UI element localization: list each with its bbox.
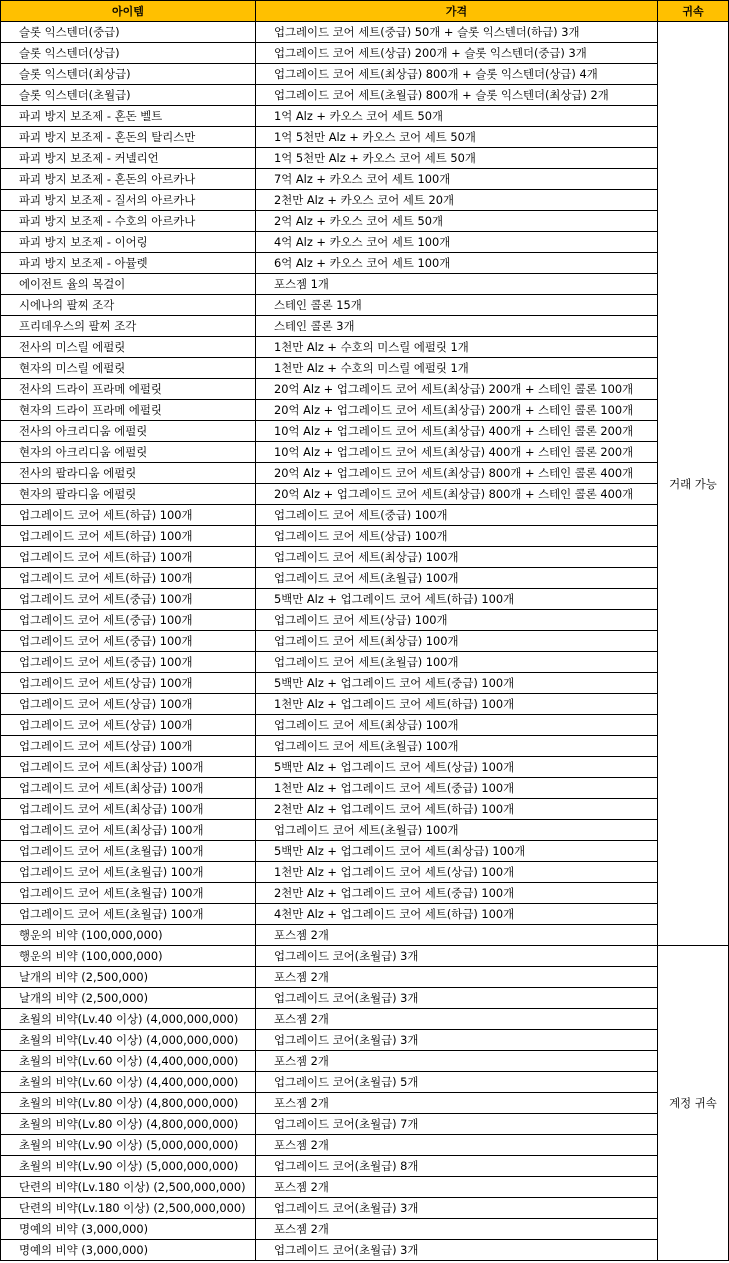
item-cell: 행운의 비약 (100,000,000) <box>1 946 256 967</box>
table-row <box>1 400 729 421</box>
price-cell: 4천만 Alz + 업그레이드 코어 세트(하급) 100개 <box>256 904 658 925</box>
item-cell: 프리데우스의 팔찌 조각 <box>1 316 256 337</box>
item-cell: 업그레이드 코어 세트(상급) 100개 <box>1 673 256 694</box>
price-cell: 1천만 Alz + 수호의 미스릴 에펄릿 1개 <box>256 358 658 379</box>
table-row <box>1 988 729 1009</box>
price-cell: 업그레이드 코어 세트(초월급) 100개 <box>256 820 658 841</box>
price-cell: 업그레이드 코어 세트(최상급) 100개 <box>256 547 658 568</box>
table-row <box>1 295 729 316</box>
table-row <box>1 715 729 736</box>
item-cell: 단련의 비약(Lv.180 이상) (2,500,000,000) <box>1 1198 256 1219</box>
table-row <box>1 1156 729 1177</box>
item-cell: 업그레이드 코어 세트(상급) 100개 <box>1 715 256 736</box>
item-cell: 전사의 미스릴 에펄릿 <box>1 337 256 358</box>
price-cell: 업그레이드 코어 세트(초월급) 800개 + 슬롯 익스텐더(최상급) 2개 <box>256 85 658 106</box>
table-row <box>1 22 729 43</box>
table-row <box>1 148 729 169</box>
table-row <box>1 190 729 211</box>
table-row <box>1 253 729 274</box>
table-row <box>1 358 729 379</box>
table-row <box>1 1177 729 1198</box>
table-row <box>1 946 729 967</box>
item-cell: 초월의 비약(Lv.80 이상) (4,800,000,000) <box>1 1114 256 1135</box>
item-cell: 업그레이드 코어 세트(초월급) 100개 <box>1 841 256 862</box>
header-item: 아이템 <box>1 1 256 22</box>
item-cell: 초월의 비약(Lv.60 이상) (4,400,000,000) <box>1 1072 256 1093</box>
table-header <box>1 1 729 22</box>
price-cell: 6억 Alz + 카오스 코어 세트 100개 <box>256 253 658 274</box>
table-row <box>1 484 729 505</box>
price-cell: 포스젬 2개 <box>256 925 658 946</box>
item-cell: 업그레이드 코어 세트(하급) 100개 <box>1 526 256 547</box>
table-row <box>1 232 729 253</box>
price-cell: 1억 5천만 Alz + 카오스 코어 세트 50개 <box>256 127 658 148</box>
item-cell: 현자의 미스릴 에펄릿 <box>1 358 256 379</box>
table-row <box>1 820 729 841</box>
item-cell: 업그레이드 코어 세트(중급) 100개 <box>1 589 256 610</box>
table-row <box>1 799 729 820</box>
item-cell: 업그레이드 코어 세트(최상급) 100개 <box>1 799 256 820</box>
table-row <box>1 631 729 652</box>
item-cell: 행운의 비약 (100,000,000) <box>1 925 256 946</box>
item-cell: 업그레이드 코어 세트(하급) 100개 <box>1 547 256 568</box>
table-row <box>1 1219 729 1240</box>
table-row <box>1 43 729 64</box>
price-cell: 업그레이드 코어 세트(상급) 100개 <box>256 526 658 547</box>
table-row <box>1 211 729 232</box>
item-cell: 전사의 드라이 프라메 에펄릿 <box>1 379 256 400</box>
price-cell: 4억 Alz + 카오스 코어 세트 100개 <box>256 232 658 253</box>
price-cell: 업그레이드 코어 세트(상급) 200개 + 슬롯 익스텐더(중급) 3개 <box>256 43 658 64</box>
price-cell: 포스젬 2개 <box>256 1177 658 1198</box>
header-binding: 귀속 <box>658 1 729 22</box>
item-cell: 파괴 방지 보조제 - 혼돈의 아르카나 <box>1 169 256 190</box>
price-cell: 포스젬 2개 <box>256 967 658 988</box>
price-cell: 20억 Alz + 업그레이드 코어 세트(최상급) 200개 + 스테인 콜론 100개 <box>256 379 658 400</box>
price-cell: 5백만 Alz + 업그레이드 코어 세트(중급) 100개 <box>256 673 658 694</box>
table-row <box>1 652 729 673</box>
item-cell: 업그레이드 코어 세트(중급) 100개 <box>1 652 256 673</box>
table-row <box>1 1198 729 1219</box>
item-cell: 업그레이드 코어 세트(상급) 100개 <box>1 736 256 757</box>
table-row <box>1 421 729 442</box>
price-cell: 1천만 Alz + 수호의 미스릴 에펄릿 1개 <box>256 337 658 358</box>
item-cell: 파괴 방지 보조제 - 혼돈의 탈리스만 <box>1 127 256 148</box>
item-cell: 파괴 방지 보조제 - 이어링 <box>1 232 256 253</box>
item-cell: 업그레이드 코어 세트(상급) 100개 <box>1 694 256 715</box>
item-cell: 초월의 비약(Lv.80 이상) (4,800,000,000) <box>1 1093 256 1114</box>
price-cell: 업그레이드 코어(초월급) 3개 <box>256 988 658 1009</box>
item-cell: 파괴 방지 보조제 - 아뮬렛 <box>1 253 256 274</box>
price-cell: 업그레이드 코어 세트(최상급) 100개 <box>256 715 658 736</box>
item-cell: 단련의 비약(Lv.180 이상) (2,500,000,000) <box>1 1177 256 1198</box>
table-row <box>1 778 729 799</box>
item-cell: 날개의 비약 (2,500,000) <box>1 967 256 988</box>
item-cell: 초월의 비약(Lv.40 이상) (4,000,000,000) <box>1 1009 256 1030</box>
table-row <box>1 505 729 526</box>
item-cell: 업그레이드 코어 세트(중급) 100개 <box>1 610 256 631</box>
table-row <box>1 274 729 295</box>
price-cell: 5백만 Alz + 업그레이드 코어 세트(상급) 100개 <box>256 757 658 778</box>
price-cell: 업그레이드 코어 세트(최상급) 800개 + 슬롯 익스텐더(상급) 4개 <box>256 64 658 85</box>
price-cell: 1천만 Alz + 업그레이드 코어 세트(중급) 100개 <box>256 778 658 799</box>
item-cell: 업그레이드 코어 세트(초월급) 100개 <box>1 883 256 904</box>
item-cell: 현자의 드라이 프라메 에펄릿 <box>1 400 256 421</box>
table-body <box>1 22 729 1261</box>
price-cell: 5백만 Alz + 업그레이드 코어 세트(최상급) 100개 <box>256 841 658 862</box>
price-cell: 1천만 Alz + 업그레이드 코어 세트(상급) 100개 <box>256 862 658 883</box>
table-row <box>1 925 729 946</box>
item-cell: 파괴 방지 보조제 - 혼돈 벨트 <box>1 106 256 127</box>
price-cell: 포스젬 2개 <box>256 1219 658 1240</box>
price-cell: 스테인 콜론 3개 <box>256 316 658 337</box>
table-row <box>1 379 729 400</box>
table-row <box>1 841 729 862</box>
table-row <box>1 442 729 463</box>
price-cell: 업그레이드 코어 세트(중급) 50개 + 슬롯 익스텐더(하급) 3개 <box>256 22 658 43</box>
table-row <box>1 883 729 904</box>
price-cell: 20억 Alz + 업그레이드 코어 세트(최상급) 800개 + 스테인 콜론 400개 <box>256 484 658 505</box>
item-cell: 에이전트 율의 목걸이 <box>1 274 256 295</box>
item-cell: 업그레이드 코어 세트(최상급) 100개 <box>1 820 256 841</box>
table-row <box>1 463 729 484</box>
table-row <box>1 757 729 778</box>
item-cell: 업그레이드 코어 세트(최상급) 100개 <box>1 778 256 799</box>
table-row <box>1 1009 729 1030</box>
binding-cell: 거래 가능 <box>658 22 729 946</box>
price-cell: 업그레이드 코어(초월급) 3개 <box>256 1240 658 1261</box>
table-row <box>1 106 729 127</box>
item-cell: 파괴 방지 보조제 - 커넬리언 <box>1 148 256 169</box>
table-row <box>1 1135 729 1156</box>
item-cell: 시에나의 팔찌 조각 <box>1 295 256 316</box>
table-row <box>1 526 729 547</box>
table-row <box>1 862 729 883</box>
table-row <box>1 1072 729 1093</box>
header-price: 가격 <box>256 1 658 22</box>
price-cell: 포스젬 2개 <box>256 1135 658 1156</box>
table-row <box>1 568 729 589</box>
price-cell: 포스젬 1개 <box>256 274 658 295</box>
price-cell: 2억 Alz + 카오스 코어 세트 50개 <box>256 211 658 232</box>
table-row <box>1 547 729 568</box>
binding-cell: 계정 귀속 <box>658 946 729 1261</box>
table-row <box>1 169 729 190</box>
item-cell: 명예의 비약 (3,000,000) <box>1 1240 256 1261</box>
price-cell: 2천만 Alz + 업그레이드 코어 세트(중급) 100개 <box>256 883 658 904</box>
price-cell: 업그레이드 코어 세트(최상급) 100개 <box>256 631 658 652</box>
item-cell: 업그레이드 코어 세트(초월급) 100개 <box>1 862 256 883</box>
price-cell: 2천만 Alz + 카오스 코어 세트 20개 <box>256 190 658 211</box>
price-cell: 1억 Alz + 카오스 코어 세트 50개 <box>256 106 658 127</box>
table-row <box>1 64 729 85</box>
price-cell: 20억 Alz + 업그레이드 코어 세트(최상급) 800개 + 스테인 콜론 400개 <box>256 463 658 484</box>
item-cell: 명예의 비약 (3,000,000) <box>1 1219 256 1240</box>
table-row <box>1 127 729 148</box>
table-row <box>1 589 729 610</box>
price-cell: 업그레이드 코어 세트(초월급) 100개 <box>256 736 658 757</box>
price-cell: 스테인 콜론 15개 <box>256 295 658 316</box>
price-cell: 5백만 Alz + 업그레이드 코어 세트(하급) 100개 <box>256 589 658 610</box>
table-row <box>1 904 729 925</box>
price-cell: 20억 Alz + 업그레이드 코어 세트(최상급) 200개 + 스테인 콜론 100개 <box>256 400 658 421</box>
price-cell: 업그레이드 코어 세트(초월급) 100개 <box>256 568 658 589</box>
item-cell: 전사의 팔라디움 에펄릿 <box>1 463 256 484</box>
item-cell: 업그레이드 코어 세트(하급) 100개 <box>1 568 256 589</box>
item-cell: 초월의 비약(Lv.60 이상) (4,400,000,000) <box>1 1051 256 1072</box>
table-row <box>1 967 729 988</box>
price-cell: 10억 Alz + 업그레이드 코어 세트(최상급) 400개 + 스테인 콜론 200개 <box>256 421 658 442</box>
price-cell: 7억 Alz + 카오스 코어 세트 100개 <box>256 169 658 190</box>
price-cell: 업그레이드 코어 세트(중급) 100개 <box>256 505 658 526</box>
table-row <box>1 736 729 757</box>
price-cell: 업그레이드 코어(초월급) 3개 <box>256 1030 658 1051</box>
price-cell: 업그레이드 코어(초월급) 7개 <box>256 1114 658 1135</box>
table-row <box>1 1030 729 1051</box>
table-row <box>1 85 729 106</box>
item-cell: 슬롯 익스텐더(상급) <box>1 43 256 64</box>
price-cell: 2천만 Alz + 업그레이드 코어 세트(하급) 100개 <box>256 799 658 820</box>
table-row <box>1 1240 729 1261</box>
item-cell: 슬롯 익스텐더(초월급) <box>1 85 256 106</box>
price-cell: 포스젬 2개 <box>256 1009 658 1030</box>
item-cell: 업그레이드 코어 세트(초월급) 100개 <box>1 904 256 925</box>
table-row <box>1 610 729 631</box>
item-cell: 업그레이드 코어 세트(최상급) 100개 <box>1 757 256 778</box>
price-cell: 1천만 Alz + 업그레이드 코어 세트(하급) 100개 <box>256 694 658 715</box>
item-cell: 초월의 비약(Lv.40 이상) (4,000,000,000) <box>1 1030 256 1051</box>
price-cell: 업그레이드 코어(초월급) 3개 <box>256 1198 658 1219</box>
item-cell: 초월의 비약(Lv.90 이상) (5,000,000,000) <box>1 1135 256 1156</box>
price-cell: 업그레이드 코어(초월급) 8개 <box>256 1156 658 1177</box>
item-cell: 현자의 아크리디움 에펄릿 <box>1 442 256 463</box>
table-row <box>1 316 729 337</box>
item-cell: 현자의 팔라디움 에펄릿 <box>1 484 256 505</box>
table-row <box>1 1093 729 1114</box>
item-cell: 파괴 방지 보조제 - 질서의 아르카나 <box>1 190 256 211</box>
price-cell: 포스젬 2개 <box>256 1093 658 1114</box>
item-cell: 업그레이드 코어 세트(중급) 100개 <box>1 631 256 652</box>
table-row <box>1 1051 729 1072</box>
price-cell: 업그레이드 코어(초월급) 5개 <box>256 1072 658 1093</box>
table-row <box>1 694 729 715</box>
table-row <box>1 1114 729 1135</box>
price-cell: 업그레이드 코어 세트(초월급) 100개 <box>256 652 658 673</box>
header-row <box>1 1 729 22</box>
price-cell: 포스젬 2개 <box>256 1051 658 1072</box>
table-row <box>1 673 729 694</box>
item-cell: 전사의 아크리디움 에펄릿 <box>1 421 256 442</box>
price-cell: 업그레이드 코어(초월급) 3개 <box>256 946 658 967</box>
price-cell: 10억 Alz + 업그레이드 코어 세트(최상급) 400개 + 스테인 콜론 200개 <box>256 442 658 463</box>
item-cell: 슬롯 익스텐더(중급) <box>1 22 256 43</box>
item-cell: 초월의 비약(Lv.90 이상) (5,000,000,000) <box>1 1156 256 1177</box>
item-cell: 파괴 방지 보조제 - 수호의 아르카나 <box>1 211 256 232</box>
table-row <box>1 337 729 358</box>
item-cell: 슬롯 익스텐더(최상급) <box>1 64 256 85</box>
price-cell: 업그레이드 코어 세트(상급) 100개 <box>256 610 658 631</box>
item-cell: 업그레이드 코어 세트(하급) 100개 <box>1 505 256 526</box>
item-cell: 날개의 비약 (2,500,000) <box>1 988 256 1009</box>
price-cell: 1억 5천만 Alz + 카오스 코어 세트 50개 <box>256 148 658 169</box>
